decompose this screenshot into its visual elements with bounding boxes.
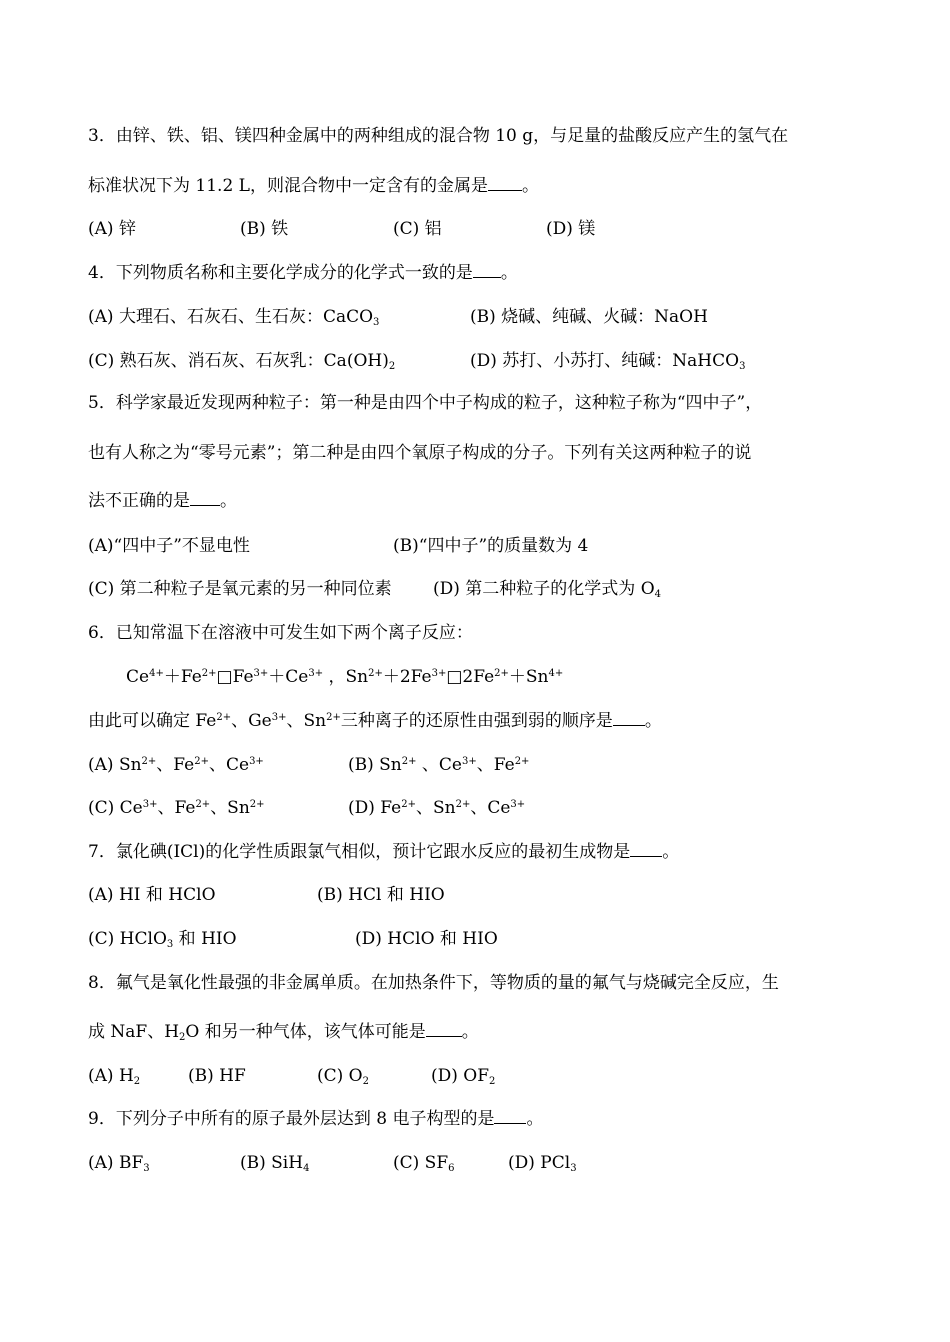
q5-stem-text: 法不正确的是	[88, 491, 190, 511]
q8-text: 。	[461, 1022, 479, 1042]
superscript: 2+	[195, 799, 211, 810]
q4-option-a	[88, 306, 379, 328]
superscript: 2+	[368, 668, 383, 679]
q3-stem-line1: 3．由锌、铁、铝、镁四种金属中的两种组成的混合物 10 g，与足量的盐酸反应产生的氢气在	[88, 126, 789, 146]
q4-option-c-text: (C) 熟石灰、消石灰、石灰乳：Ca(OH)	[88, 351, 389, 371]
answer-blank	[190, 491, 220, 506]
q6-option-a	[88, 754, 264, 776]
superscript: 2+	[401, 799, 416, 810]
q9-option-a	[88, 1152, 150, 1174]
q5-option-c: (C) 第二种粒子是氧元素的另一种同位素	[88, 579, 392, 599]
subscript: 2	[489, 1076, 496, 1087]
q7-stem-text: 7．氯化碘(ICl)的化学性质跟氯气相似，预计它跟水反应的最初生成物是	[88, 842, 631, 862]
q7-option-c	[88, 928, 237, 950]
q4-stem	[88, 262, 518, 284]
eq-part: ＋Fe	[163, 667, 202, 687]
q7-stem	[88, 841, 679, 863]
q5-option-a: (A)“四中子”不显电性	[88, 536, 250, 556]
q6-equation	[126, 666, 563, 688]
superscript: 3+	[271, 712, 287, 723]
q4-option-c	[88, 350, 395, 372]
subscript: 3	[373, 317, 380, 328]
q8-text: 成 NaF、H	[88, 1022, 180, 1042]
subscript: 2	[179, 1032, 186, 1043]
q5-stem-end: 。	[220, 491, 237, 511]
q3-stem-text: 标准状况下为 11.2 L，则混合物中一定含有的金属是	[88, 176, 488, 196]
superscript: 2+	[494, 668, 509, 679]
q9-option-c	[393, 1152, 455, 1174]
q9-stem-end: 。	[526, 1109, 544, 1129]
q8-option-a	[88, 1065, 140, 1087]
q6-stem: 6．已知常温下在溶液中可发生如下两个离子反应：	[88, 623, 473, 643]
superscript: 2+	[326, 712, 341, 723]
superscript: 3+	[142, 799, 158, 810]
superscript: 3+	[249, 756, 264, 767]
q9-option-b	[240, 1152, 309, 1174]
superscript: 2+	[249, 799, 265, 810]
opt-part: (A) H	[88, 1066, 134, 1086]
eq-part: ＋2Fe	[382, 667, 432, 687]
superscript: 3+	[431, 668, 447, 679]
superscript: 3+	[253, 668, 269, 679]
subscript: 2	[133, 1076, 141, 1087]
q5-option-d	[433, 578, 661, 600]
q7-option-d: (D) HClO 和 HIO	[355, 929, 498, 949]
q9-stem-text: 9．下列分子中所有的原子最外层达到 8 电子构型的是	[88, 1109, 495, 1129]
opt-part: 、Fe	[156, 755, 195, 775]
q5-stem-line1: 5．科学家最近发现两种粒子：第一种是由四个中子构成的粒子，这种粒子称为“四中子”，	[88, 393, 763, 413]
subscript: 6	[448, 1163, 455, 1174]
superscript: 4+	[149, 668, 164, 679]
opt-part: 、Sn	[415, 798, 456, 818]
q7-option-b: (B) HCl 和 HIO	[317, 885, 445, 905]
opt-part: (B) SiH	[240, 1153, 304, 1173]
opt-part: (D) OF	[431, 1066, 490, 1086]
q4-option-d-text: (D) 苏打、小苏打、纯碱：NaHCO	[470, 351, 740, 371]
q4-stem-text: 4．下列物质名称和主要化学成分的化学式一致的是	[88, 263, 473, 283]
subscript: 3	[739, 361, 746, 372]
opt-part: (D) Fe	[348, 798, 402, 818]
subscript: 3	[143, 1163, 150, 1174]
superscript: 3+	[510, 799, 526, 810]
q5-stem-line3	[88, 490, 237, 512]
opt-part: (A) BF	[88, 1153, 144, 1173]
q8-stem-line1: 8．氟气是氧化性最强的非金属单质。在加热条件下，等物质的量的氟气与烧碱完全反应，生	[88, 973, 779, 993]
opt-part: (C) O	[317, 1066, 363, 1086]
superscript: 2+	[455, 799, 471, 810]
q6-option-b	[348, 754, 529, 776]
opt-part: (C) SF	[393, 1153, 449, 1173]
opt-part: (C) Ce	[88, 798, 143, 818]
opt-part: 、Fe	[476, 755, 515, 775]
answer-blank	[473, 263, 501, 278]
superscript: 2+	[401, 756, 417, 767]
q9-stem	[88, 1108, 543, 1130]
q8-text: O 和另一种气体，该气体可能是	[185, 1022, 426, 1042]
answer-blank	[630, 842, 662, 857]
q3-option-d: (D) 镁	[546, 219, 596, 239]
answer-blank	[426, 1022, 462, 1037]
q6-option-c	[88, 797, 265, 819]
opt-part: 、Sn	[210, 798, 250, 818]
opt-part: (D) PCl	[508, 1153, 571, 1173]
opt-part: (A) Sn	[88, 755, 142, 775]
q3-option-b: (B) 铁	[240, 219, 289, 239]
eq-part: □2Fe	[446, 667, 495, 687]
q4-option-b: (B) 烧碱、纯碱、火碱：NaOH	[470, 307, 708, 327]
eq-part: □Fe	[216, 667, 254, 687]
q7-option-a: (A) HI 和 HClO	[88, 885, 216, 905]
opt-part: 、Fe	[157, 798, 196, 818]
q4-option-d	[470, 350, 745, 372]
opt-part: 和 HIO	[173, 929, 237, 949]
q3-option-c: (C) 铝	[393, 219, 442, 239]
opt-part: 、Ce	[470, 798, 511, 818]
q6-text: 三种离子的还原性由强到弱的顺序是	[340, 711, 613, 731]
q6-text: 由此可以确定 Fe	[88, 711, 217, 731]
opt-part: (C) HClO	[88, 929, 167, 949]
q3-stem-end: 。	[521, 176, 539, 196]
superscript: 4+	[548, 668, 564, 679]
q3-stem-line2	[88, 175, 539, 197]
q5-stem-line2: 也有人称之为“零号元素”；第二种是由四个氧原子构成的分子。下列有关这两种粒子的说	[88, 443, 752, 463]
answer-blank	[488, 176, 522, 191]
superscript: 3+	[308, 668, 324, 679]
q5-option-d-text: (D) 第二种粒子的化学式为 O	[433, 579, 655, 599]
q7-stem-end: 。	[662, 842, 680, 862]
eq-part: ＋Sn	[508, 667, 549, 687]
q3-option-a: (A) 锌	[88, 219, 136, 239]
subscript: 3	[166, 939, 174, 950]
q6-text: 、Sn	[286, 711, 327, 731]
q6-question-line	[88, 710, 662, 732]
q6-text: 、Ge	[231, 711, 272, 731]
eq-part: ，Sn	[323, 667, 369, 687]
q4-option-a-text: (A) 大理石、石灰石、生石灰：CaCO	[88, 307, 374, 327]
opt-part: (B) Sn	[348, 755, 402, 775]
superscript: 2+	[514, 756, 530, 767]
subscript: 4	[303, 1163, 310, 1174]
q9-option-d	[508, 1152, 577, 1174]
subscript: 2	[388, 361, 396, 372]
opt-part: 、Ce	[208, 755, 250, 775]
subscript: 2	[362, 1076, 369, 1087]
q4-stem-end: 。	[500, 263, 518, 283]
eq-part: ＋Ce	[268, 667, 309, 687]
eq-part: Ce	[126, 667, 150, 687]
superscript: 2+	[194, 756, 209, 767]
q6-option-d	[348, 797, 525, 819]
q5-option-b: (B)“四中子”的质量数为 4	[393, 536, 589, 556]
q8-stem-line2	[88, 1021, 479, 1043]
opt-part: 、Ce	[416, 755, 462, 775]
subscript: 4	[654, 589, 662, 600]
answer-blank	[613, 711, 645, 726]
superscript: 2+	[201, 668, 217, 679]
subscript: 3	[570, 1163, 577, 1174]
q8-option-b: (B) HF	[188, 1066, 246, 1086]
superscript: 2+	[141, 756, 157, 767]
answer-blank	[494, 1109, 526, 1124]
q6-text: 。	[644, 711, 662, 731]
superscript: 3+	[462, 756, 477, 767]
superscript: 2+	[216, 712, 232, 723]
q8-option-c	[317, 1065, 369, 1087]
q8-option-d	[431, 1065, 495, 1087]
